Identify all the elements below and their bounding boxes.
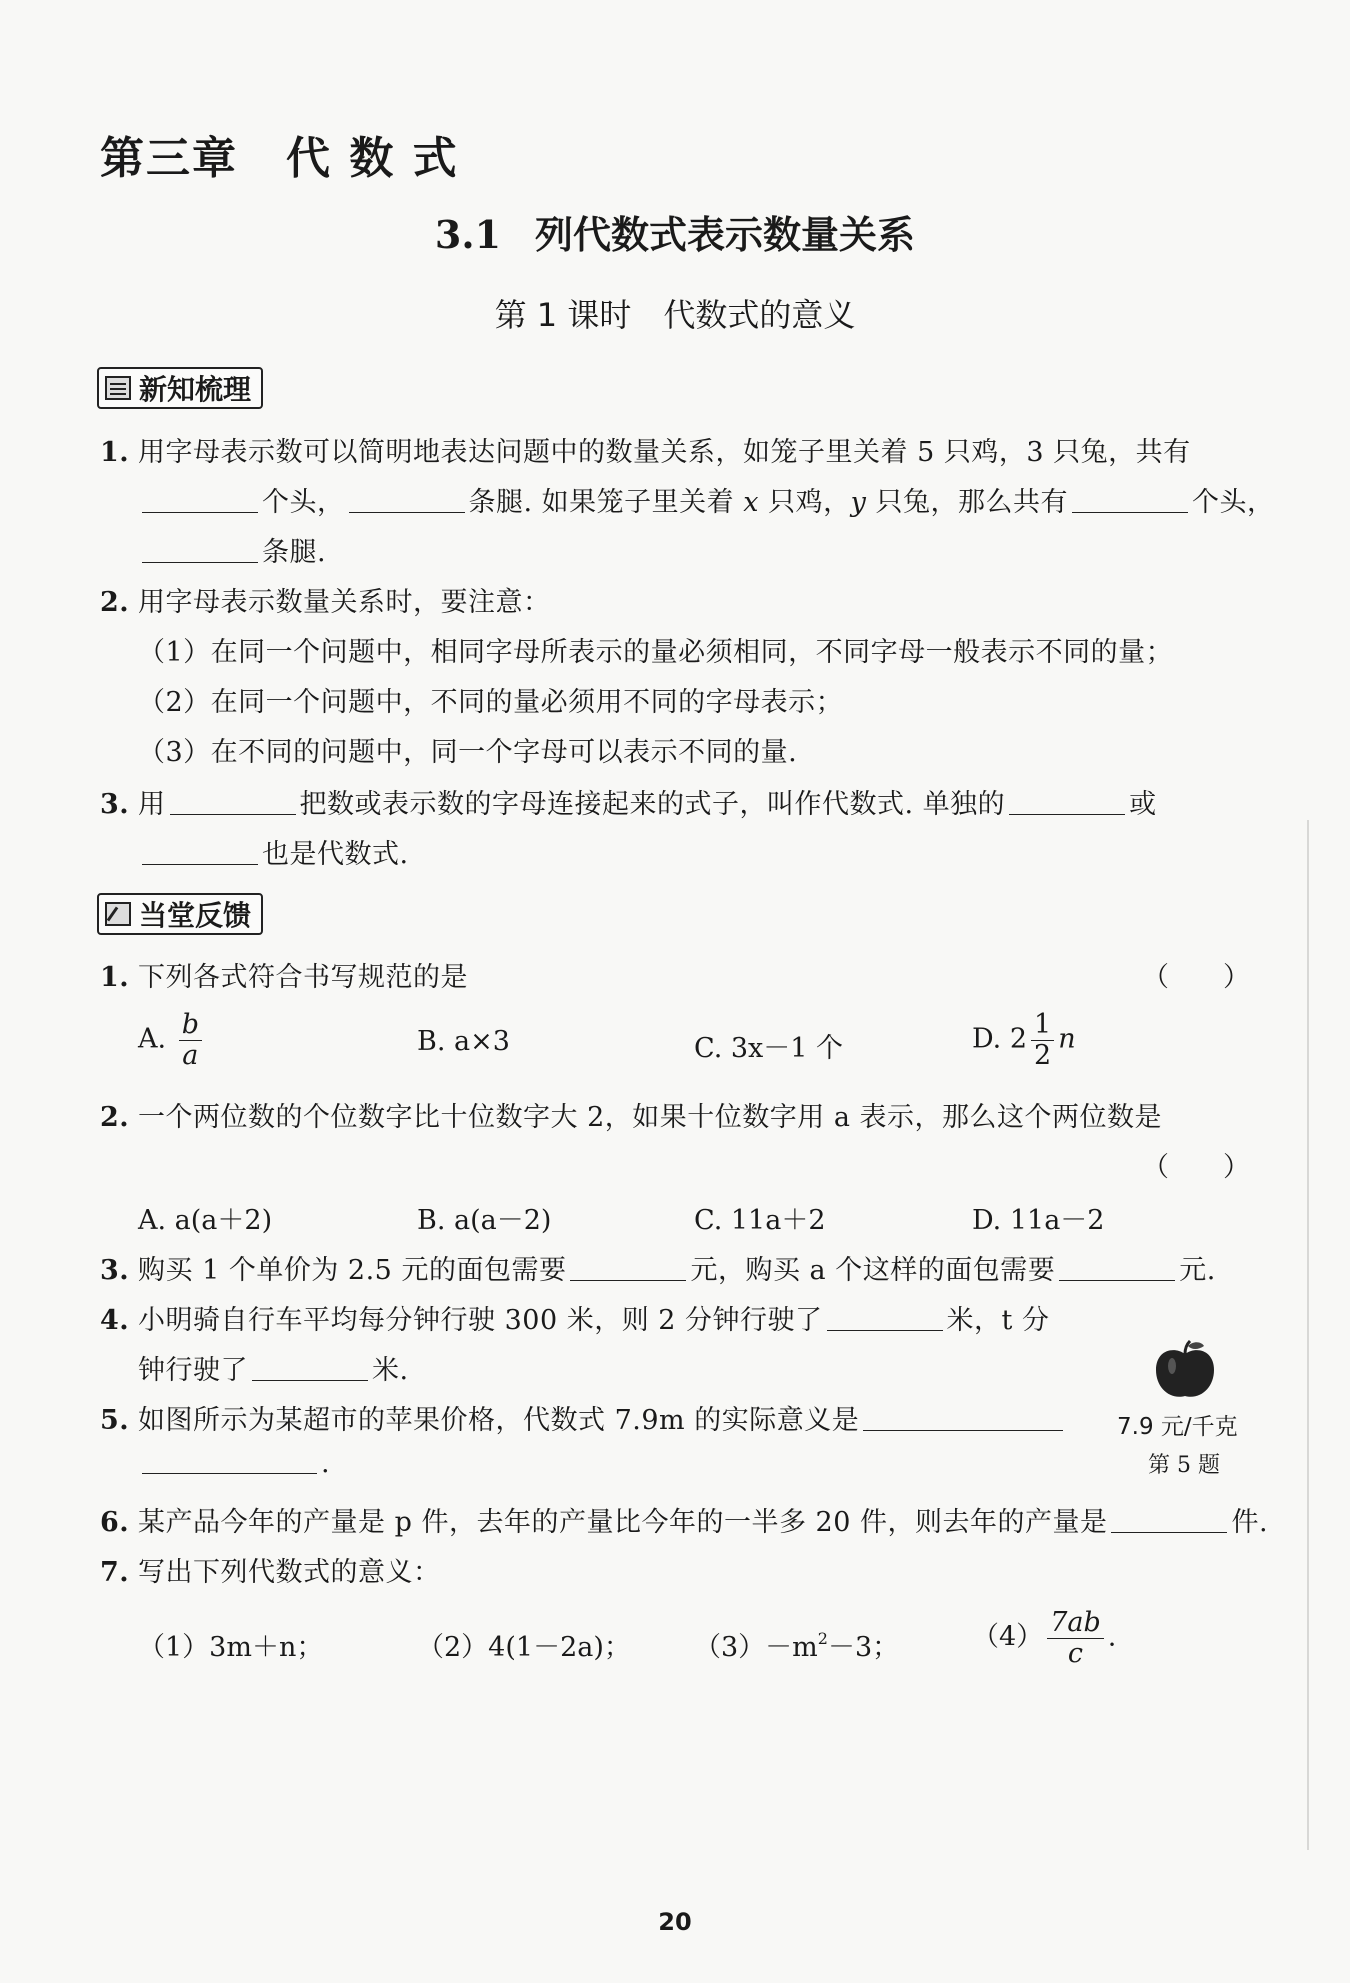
option-2b[interactable]: B. a(a－2): [417, 1205, 552, 1236]
knowledge-q3-line1: 3. 用 把数或表示数的字母连接起来的式子，叫作代数式. 单独的 或: [100, 789, 1157, 820]
knowledge-q1-line3: 条腿.: [138, 530, 326, 569]
answer-blank[interactable]: [142, 863, 258, 865]
apple-icon: [1152, 1340, 1218, 1402]
feedback-q2: 2. 一个两位数的个位数字比十位数字大 2，如果十位数字用 a 表示，那么这个两位数是: [100, 1102, 1163, 1133]
section-title: 列代数式表示数量关系: [535, 213, 916, 257]
new-knowledge-tag: [97, 367, 263, 409]
feedback-label: 当堂反馈: [139, 899, 252, 932]
new-knowledge-label: 新知梳理: [139, 373, 252, 406]
chapter-label: 第三章: [100, 133, 238, 184]
section-number: 3.1: [434, 212, 502, 257]
option-1c[interactable]: C. 3x－1 个: [694, 1033, 844, 1064]
chapter-title: 代 数 式: [286, 133, 459, 184]
section-heading: [0, 204, 1350, 259]
answer-blank[interactable]: [142, 1472, 317, 1474]
answer-blank[interactable]: [1009, 813, 1125, 815]
option-1a[interactable]: A. $\frac{b}{a}$: [138, 1010, 206, 1070]
answer-blank[interactable]: [863, 1429, 1063, 1431]
knowledge-q2-3: （3）在不同的问题中，同一个字母可以表示不同的量.: [138, 737, 798, 768]
feedback-q5-line1: 5. 如图所示为某超市的苹果价格，代数式 7.9m 的实际意义是: [100, 1398, 1067, 1437]
option-7c: $(3)-m^2-3$；: [694, 1629, 900, 1663]
option-1d[interactable]: D. 2 $\frac{1}{2}$ n: [972, 1009, 1076, 1071]
answer-blank[interactable]: [142, 511, 258, 513]
chapter-heading: [100, 122, 459, 186]
answer-paren[interactable]: （ ）: [1142, 1152, 1250, 1183]
answer-blank[interactable]: [570, 1279, 686, 1281]
page-number: 20: [658, 1908, 692, 1936]
answer-blank[interactable]: [142, 561, 258, 563]
answer-paren[interactable]: （ ）: [1142, 962, 1250, 993]
pen-icon: [105, 902, 131, 926]
knowledge-q2-2: （2）在同一个问题中，不同的量必须用不同的字母表示；: [138, 687, 844, 718]
knowledge-q1-line1: 1. 用字母表示数可以简明地表达问题中的数量关系，如笼子里关着 5 只鸡，3 只兔，共有: [100, 437, 1191, 468]
lesson-label: 第 1 课时: [494, 296, 632, 334]
feedback-q6: 6. 某产品今年的产量是 p 件，去年的产量比今年的一半多 20 件，则去年的产量是 件.: [100, 1507, 1269, 1538]
page-edge-divider: [1307, 820, 1309, 1850]
feedback-q5-line2: .: [138, 1448, 330, 1479]
option-7a: （1）3m＋n；: [138, 1632, 324, 1663]
option-7d: （4） $\frac{7ab}{c}$ .: [972, 1607, 1117, 1669]
figure-caption: 第 5 题: [1148, 1453, 1220, 1478]
knowledge-q2: 2. 用字母表示数量关系时，要注意：: [100, 587, 551, 618]
apple-price: 7.9 元/千克: [1117, 1414, 1238, 1440]
feedback-q1: 1. 下列各式符合书写规范的是: [100, 962, 468, 993]
notebook-icon: [105, 376, 131, 400]
option-2c[interactable]: C. 11a＋2: [694, 1205, 826, 1236]
option-7b: （2）4(1－2a)；: [417, 1632, 631, 1663]
feedback-q4-line1: 4. 小明骑自行车平均每分钟行驶 300 米，则 2 分钟行驶了 米，t 分: [100, 1305, 1050, 1336]
knowledge-q3-line2: 也是代数式.: [138, 832, 409, 871]
feedback-q7: 7. 写出下列代数式的意义：: [100, 1557, 441, 1588]
feedback-q4-line2: 钟行驶了 米.: [138, 1355, 409, 1386]
option-2a[interactable]: A. a(a＋2): [138, 1205, 273, 1236]
option-2d[interactable]: D. 11a－2: [972, 1205, 1105, 1236]
answer-blank[interactable]: [1072, 511, 1188, 513]
lesson-heading: [0, 290, 1350, 336]
lesson-title: 代数式的意义: [663, 296, 856, 334]
answer-blank[interactable]: [1059, 1279, 1175, 1281]
option-1b[interactable]: B. a×3: [417, 1026, 510, 1057]
knowledge-q2-1: （1）在同一个问题中，相同字母所表示的量必须相同，不同字母一般表示不同的量；: [138, 637, 1174, 668]
answer-blank[interactable]: [827, 1329, 943, 1331]
feedback-q3: 3. 购买 1 个单价为 2.5 元的面包需要 元，购买 a 个这样的面包需要 元.: [100, 1255, 1216, 1286]
feedback-tag: [97, 893, 263, 935]
knowledge-q1-line2: 个头， 条腿. 如果笼子里关着 x 只鸡，y 只兔，那么共有 个头，: [138, 480, 1274, 519]
answer-blank[interactable]: [1111, 1531, 1227, 1533]
answer-blank[interactable]: [349, 511, 465, 513]
answer-blank[interactable]: [170, 813, 296, 815]
answer-blank[interactable]: [252, 1379, 368, 1381]
